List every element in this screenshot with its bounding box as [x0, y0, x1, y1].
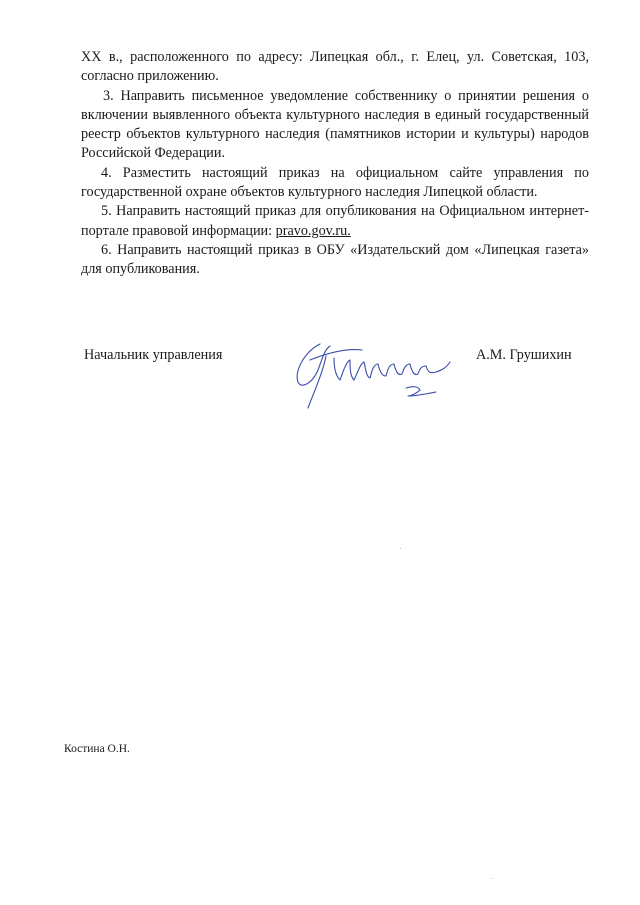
- paragraph-3-notification: 3. Направить письменное уведомление собственнику о принятии решения о включении выявленного объекта культурного наследия в единый государственный реестр объектов культурного наследия (памятников истории и культуры) народов Российской Федерации.: [81, 87, 589, 162]
- paragraph-4-publish-site: 4. Разместить настоящий приказ на официальном сайте управления по государственной охране объектов культурного наследия Липецкой области.: [81, 164, 589, 201]
- handwritten-signature: [290, 332, 460, 412]
- signature-block: [0, 344, 640, 414]
- paragraph-5-legal-portal: [81, 202, 589, 241]
- scan-speck: [400, 548, 401, 549]
- executor-name: Костина О.Н.: [64, 743, 130, 755]
- legal-portal-link[interactable]: pravo.gov.ru.: [275, 222, 351, 239]
- paragraph-address: XX в., расположенного по адресу: Липецкая обл., г. Елец, ул. Советская, 103, согласно приложению.: [81, 49, 589, 85]
- signatory-name: А.М. Грушихин: [476, 347, 572, 363]
- paragraph-6-newspaper: 6. Направить настоящий приказ в ОБУ «Издательский дом «Липецкая газета» для опубликования.: [81, 241, 589, 278]
- document-body: [81, 48, 589, 280]
- paragraph-5-text: 5. Направить настоящий приказ для опубликования на Официальном интернет-портале правовой информации:: [81, 203, 589, 239]
- signatory-position: Начальник управления: [84, 347, 223, 363]
- scan-speck: [492, 878, 493, 879]
